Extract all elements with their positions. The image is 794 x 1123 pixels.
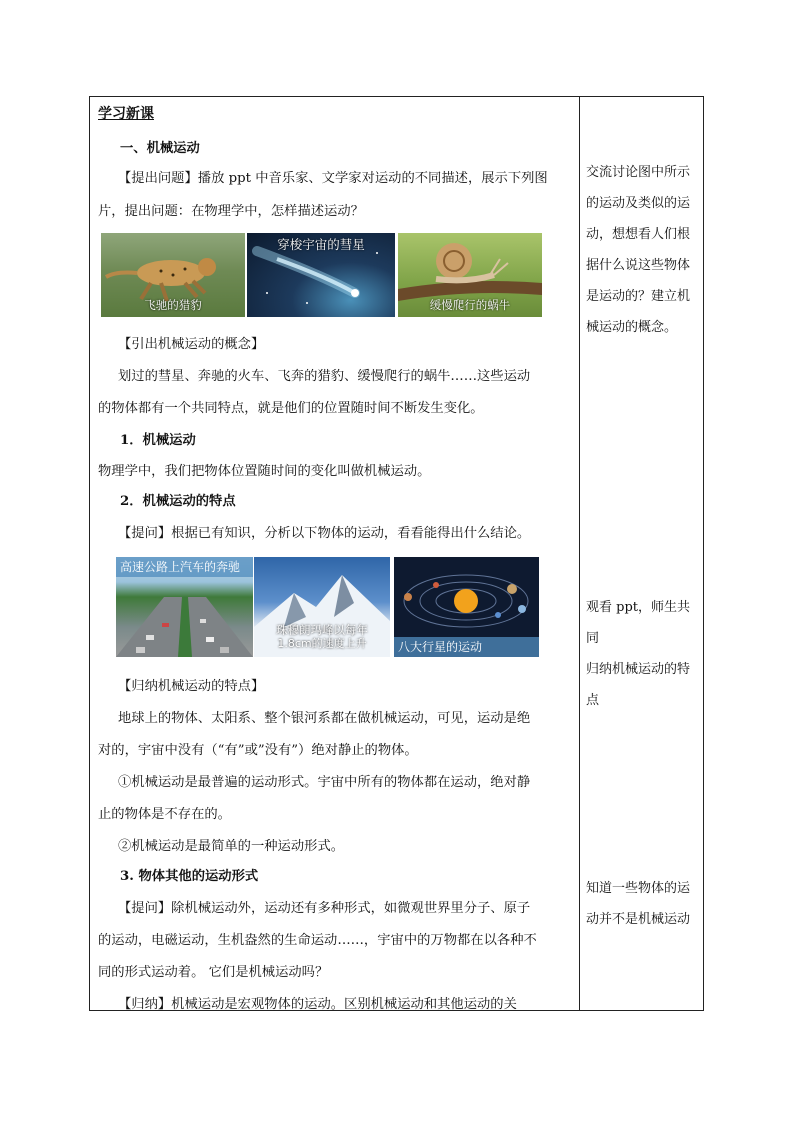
side-note-1-line: 械运动的概念。	[586, 320, 678, 335]
side-note-2-line: 点	[586, 693, 600, 708]
side-note-1	[586, 157, 700, 343]
definition-text: 物理学中，我们把物体位置随时间的变化叫做机械运动。	[98, 464, 431, 479]
concept-line1: 划过的彗星、奔驰的火车、飞奔的猎豹、缓慢爬行的蜗牛……这些运动	[118, 369, 531, 384]
snail-image	[398, 233, 542, 317]
subheading-mechanical-motion: 1．机械运动	[120, 433, 196, 448]
subheading-motion-features: 2．机械运动的特点	[120, 494, 236, 509]
side-note-3-line: 动并不是机械运动	[586, 912, 691, 927]
question-text: 【提问】根据已有知识，分析以下物体的运动，看看能得出什么结论。	[118, 526, 531, 541]
everest-caption-line1: 珠穆朗玛峰以每年	[276, 623, 368, 637]
subheading-other-motion: 3. 物体其他的运动形式	[120, 869, 259, 884]
other-motion-line3: 同的形式运动着。 它们是机械运动吗？	[98, 965, 329, 980]
column-divider	[579, 97, 580, 1010]
point1-line2: 止的物体是不存在的。	[98, 807, 231, 822]
heading-mechanical-motion: 一、机械运动	[120, 141, 200, 156]
planets-caption: 八大行星的运动	[394, 637, 539, 657]
side-note-1-line: 动，想想看人们根	[586, 227, 691, 242]
conclusion-text: 【归纳】机械运动是宏观物体的运动。区别机械运动和其他运动的关	[118, 997, 517, 1012]
summary-label: 【归纳机械运动的特点】	[118, 679, 265, 694]
other-motion-line1: 【提问】除机械运动外，运动还有多种形式，如微观世界里分子、原子	[118, 901, 531, 916]
side-note-2-line: 观看 ppt，师生共同	[586, 600, 691, 646]
planets-image	[394, 557, 539, 657]
paragraph-question-line1: 【提出问题】播放 ppt 中音乐家、文学家对运动的不同描述，展示下列图	[118, 171, 548, 186]
concept-line2: 的物体都有一个共同特点，就是他们的位置随时间不断发生变化。	[98, 401, 484, 416]
side-note-1-line: 交流讨论图中所示	[586, 165, 691, 180]
everest-image	[254, 557, 390, 657]
section-title: 学习新课	[98, 106, 154, 122]
lesson-table	[89, 96, 704, 1011]
side-note-3-line: 知道一些物体的运	[586, 881, 691, 896]
snail-caption: 缓慢爬行的蜗牛	[429, 298, 511, 312]
summary-line1: 地球上的物体、太阳系、整个银河系都在做机械运动，可见，运动是绝	[118, 711, 531, 726]
point2-text: ②机械运动是最简单的一种运动形式。	[118, 839, 345, 854]
concept-label: 【引出机械运动的概念】	[118, 337, 265, 352]
everest-caption-line2: 1.8cm的速度上升	[277, 637, 367, 650]
side-note-2-line: 归纳机械运动的特	[586, 662, 691, 677]
summary-line2: 对的，宇宙中没有（“有”或”没有”）绝对静止的物体。	[98, 743, 418, 758]
comet-caption: 穿梭宇宙的彗星	[277, 237, 365, 252]
paragraph-question-line2: 片，提出问题：在物理学中，怎样描述运动？	[98, 204, 364, 219]
point1-line1: ①机械运动是最普遍的运动形式。宇宙中所有的物体都在运动，绝对静	[118, 775, 531, 790]
comet-image	[247, 233, 395, 317]
cheetah-image	[101, 233, 245, 317]
side-note-3	[586, 873, 700, 935]
other-motion-line2: 的运动，电磁运动，生机盎然的生命运动……，宇宙中的万物都在以各种不	[98, 933, 537, 948]
side-note-1-line: 据什么说这些物体	[586, 258, 691, 273]
cheetah-caption: 飞驰的猎豹	[144, 298, 202, 312]
highway-caption: 高速公路上汽车的奔驰	[116, 557, 253, 577]
highway-image	[116, 557, 253, 657]
side-note-1-line: 是运动的？建立机	[586, 289, 691, 304]
side-note-1-line: 的运动及类似的运	[586, 196, 691, 211]
side-note-2	[586, 592, 700, 716]
